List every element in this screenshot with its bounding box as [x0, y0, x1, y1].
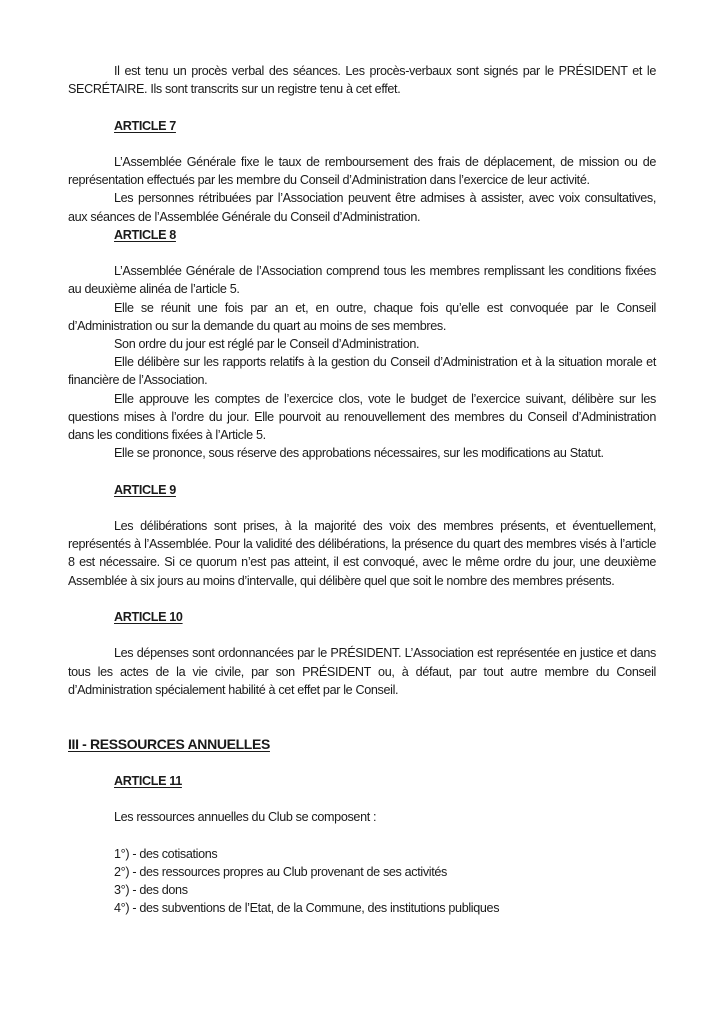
spacer — [68, 98, 656, 116]
article-8-paragraph: Elle se réunit une fois par an et, en outre, chaque fois qu’elle est convoquée par le Conseil d’Administration ou sur la demande du quart au moins de ses membres. — [68, 300, 656, 333]
article-7-heading: ARTICLE 7 — [114, 118, 176, 133]
article-8-paragraph: Elle délibère sur les rapports relatifs à la gestion du Conseil d’Administration et à la situation morale et financière de l’Association. — [68, 355, 656, 388]
article-7-paragraph: L’Assemblée Générale fixe le taux de remboursement des frais de déplacement, de mission ou de représentation effectués par les membre du Conseil d’Administration dans l’exercice de leur activité. — [68, 154, 656, 188]
spacer — [68, 717, 656, 735]
article-11-heading: ARTICLE 11 — [114, 773, 182, 788]
article-10-heading: ARTICLE 10 — [114, 610, 183, 624]
article-9-heading: ARTICLE 9 — [114, 482, 176, 497]
spacer — [68, 244, 656, 262]
article-8-paragraph: Son ordre du jour est réglé par le Conseil d’Administration. — [114, 337, 420, 351]
spacer — [68, 790, 656, 808]
article-7-paragraph: Les personnes rétribuées par l’Association peuvent être admises à assister, avec voix consultatives, aux séances de l’Assemblée Générale du Conseil d’Administration. — [68, 191, 656, 224]
spacer — [68, 590, 656, 608]
spacer — [68, 626, 656, 644]
resources-list — [68, 845, 656, 918]
article-10-paragraph: Les dépenses sont ordonnancées par le PRÉSIDENT. L’Association est représentée en justice et dans tous les actes de la vie civile, par son PRÉSIDENT ou, à défaut, par tout autre membre du Conseil d’Administration spécialement habilité à cet effet par le Conseil. — [68, 646, 656, 697]
article-11-lead: Les ressources annuelles du Club se composent : — [114, 810, 377, 825]
document-page — [68, 62, 656, 917]
spacer — [68, 826, 656, 844]
spacer — [68, 699, 656, 717]
intro-paragraph: Il est tenu un procès verbal des séances. Les procès-verbaux sont signés par le PRÉSIDENT et le SECRÉTAIRE. Ils sont transcrits sur un registre tenu à cet effet. — [68, 64, 656, 97]
spacer — [68, 135, 656, 153]
article-8-paragraph: Elle approuve les comptes de l’exercice clos, vote le budget de l’exercice suivant, délibère sur les questions mises à l’ordre du jour. Elle pourvoit au renouvellement des membres du Conseil d’Administration dans les conditions fixées à l’Article 5. — [68, 391, 656, 443]
spacer — [68, 462, 656, 480]
section-3-heading: III - RESSOURCES ANNUELLES — [68, 736, 270, 753]
list-item: 4°) - des subventions de l’Etat, de la Commune, des institutions publiques — [114, 901, 500, 916]
article-8-paragraph: L’Assemblée Générale de l’Association comprend tous les membres remplissant les conditions fixées au deuxième alinéa de l’article 5. — [68, 264, 656, 297]
article-9-paragraph: Les délibérations sont prises, à la majorité des voix des membres présents, et éventuellement, représentés à l’Assemblée. Pour la validité des délibérations, la présence du quart des membres visés à l’article 8 est nécessaire. Si ce quorum n’est pas atteint, il est convoqué, avec le même ordre du jour, une deuxième Assemblée à six jours au moins d’intervalle, qui délibère quel que soit le nombre des membres présents. — [68, 519, 656, 588]
article-8-paragraph: Elle se prononce, sous réserve des approbations nécessaires, sur les modifications au Statut. — [114, 446, 604, 461]
article-8-heading: ARTICLE 8 — [114, 227, 176, 242]
list-item: 2°) - des ressources propres au Club provenant de ses activités — [114, 864, 447, 879]
spacer — [68, 754, 656, 772]
list-item: 3°) - des dons — [114, 882, 188, 897]
spacer — [68, 499, 656, 517]
list-item: 1°) - des cotisations — [114, 846, 218, 861]
